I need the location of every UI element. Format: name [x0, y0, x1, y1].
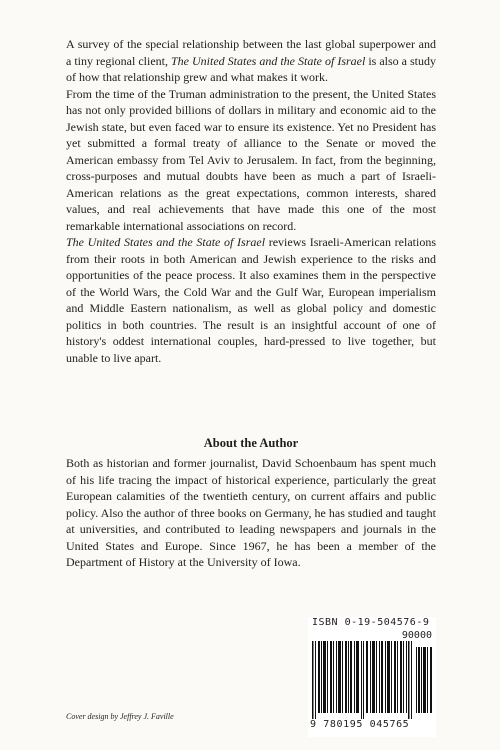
price-addon-digits: 90000 [401, 630, 432, 641]
isbn-number: ISBN 0-19-504576-9 [312, 617, 430, 628]
back-cover-blurb [66, 36, 436, 366]
barcode-icon [310, 641, 434, 719]
blurb-paragraph-3 [66, 234, 436, 366]
blurb-p1-text-b: is also a study of how that relationship grew and what makes it work. [66, 53, 437, 84]
isbn-barcode-block [308, 617, 436, 737]
blurb-p3-text: reviews Israeli-American relations from their roots in both American and Jewish experience to the risks and opportunities of the peace process. It also examines them in the perspective of the World Wars, the Cold War and the Gulf War, European imperialism and Middle Eastern nationalism, as well as global policy and domestic politics in both countries. The result is an insightful account of one of history's oddest international couples, hard-pressed to live together, but unable to live apart. [66, 235, 436, 365]
cover-design-credit: Cover design by Jeffrey J. Faville [66, 712, 174, 721]
book-title-italic: The United States and the State of Israel [170, 53, 366, 68]
blurb-paragraph-1 [66, 36, 436, 86]
ean-digits: 9 780195 045765 [310, 719, 410, 730]
blurb-p1-text-a: A survey of the special relationship between the last global superpower and a tiny regional client, [66, 37, 436, 68]
book-title-italic: The United States and the State of Israel [66, 235, 266, 249]
blurb-paragraph-2: From the time of the Truman administration to the present, the United States has not only provided billions of dollars in military and economic aid to the Jewish state, but even faced war to ensure its existence. Yet no President has yet submitted a formal treaty of alliance to the Senate or moved the American embassy from Tel Aviv to Jerusalem. In fact, from the beginning, cross-purposes and mutual doubts have been as much a part of Israeli-American relations as the great expectations, common interests, shared values, and real achievements that have made this one of the most remarkable international associations on record. [66, 86, 436, 233]
about-author-heading: About the Author [203, 436, 299, 450]
author-bio: Both as historian and former journalist, David Schoenbaum has spent much of his life tracing the impact of historical experience, particularly the great European calamities of the twentieth century, on current affairs and public policy. Also the author of three books on Germany, he has studied and taught at universities, and contributed to leading newspapers and journals in the United States and Europe. Since 1967, he has been a member of the Department of History at the University of Iowa. [66, 456, 436, 569]
